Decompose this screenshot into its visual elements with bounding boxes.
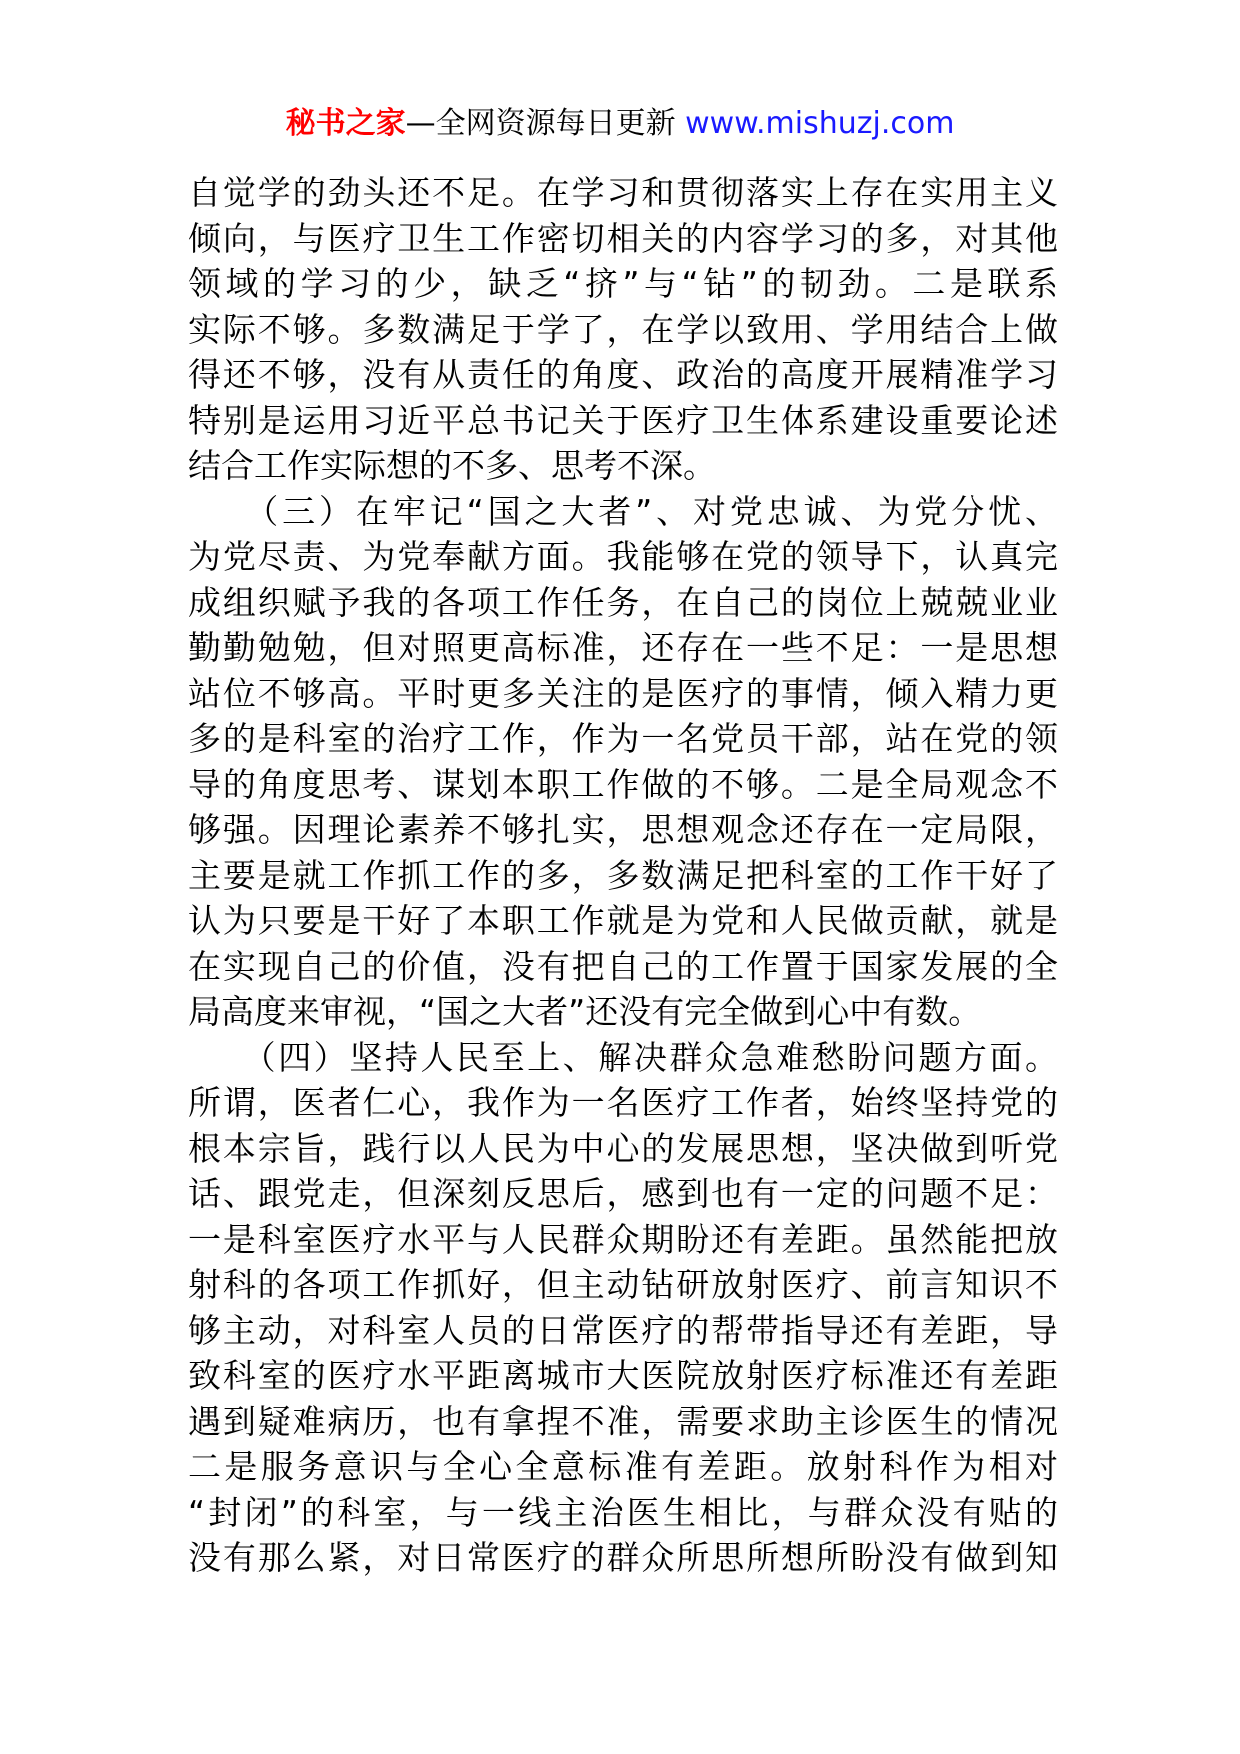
text-line: 自觉学的劲头还不足。在学习和贯彻落实上存在实用主义: [188, 173, 1058, 212]
text-line: 结合工作实际想的不多、思考不深。: [188, 446, 716, 485]
text-line: 特别是运用习近平总书记关于医疗卫生体系建设重要论述: [188, 400, 1058, 440]
text-line: 认为只要是干好了本职工作就是为党和人民做贡献，就是: [188, 901, 1058, 940]
text-line: （四）坚持人民至上、解决群众急难愁盼问题方面。: [188, 1037, 1058, 1077]
text-line: 话、跟党走，但深刻反思后，感到也有一定的问题不足：: [188, 1174, 1058, 1213]
text-line: （三）在牢记“国之大者”、对党忠诚、为党分忧、: [188, 491, 1058, 531]
text-line: 射科的各项工作抓好，但主动钻研放射医疗、前言知识不: [188, 1265, 1058, 1304]
brand-name: 秘书之家: [285, 106, 406, 141]
text-line: 站位不够高。平时更多关注的是医疗的事情，倾入精力更: [188, 673, 1058, 713]
text-line: 实际不够。多数满足于学了，在学以致用、学用结合上做: [188, 309, 1058, 349]
text-line: 够强。因理论素养不够扎实，思想观念还存在一定局限，: [188, 810, 1058, 849]
text-line: 够主动，对科室人员的日常医疗的帮带指导还有差距，导: [188, 1310, 1058, 1350]
site-url[interactable]: www.mishuzj.com: [685, 106, 955, 141]
text-line: 领域的学习的少，缺乏“挤”与“钻”的韧劲。二是联系: [188, 264, 1058, 303]
text-line: 多的是科室的治疗工作，作为一名党员干部，站在党的领: [188, 719, 1058, 758]
text-line: 勤勤勉勉，但对照更高标准，还存在一些不足：一是思想: [188, 628, 1058, 667]
text-line: 在实现自己的价值，没有把自己的工作置于国家发展的全: [188, 946, 1058, 986]
text-line: “封闭”的科室，与一线主治医生相比，与群众没有贴的: [188, 1492, 1058, 1532]
text-line: 遇到疑难病历，也有拿捏不准，需要求助主诊医生的情况: [188, 1401, 1058, 1441]
header-tagline: —全网资源每日更新: [405, 106, 686, 141]
text-line: 没有那么紧，对日常医疗的群众所思所想所盼没有做到知: [188, 1538, 1058, 1577]
text-line: 为党尽责、为党奉献方面。我能够在党的领导下，认真完: [188, 537, 1058, 576]
text-line: 局高度来审视，“国之大者”还没有完全做到心中有数。: [188, 992, 982, 1031]
text-line: 所谓，医者仁心，我作为一名医疗工作者，始终坚持党的: [188, 1083, 1058, 1122]
document-body: [188, 170, 1058, 1581]
text-line: 一是科室医疗水平与人民群众期盼还有差距。虽然能把放: [188, 1219, 1058, 1259]
page-header: [0, 100, 1240, 148]
text-line: 二是服务意识与全心全意标准有差距。放射科作为相对: [188, 1447, 1058, 1486]
text-line: 致科室的医疗水平距离城市大医院放射医疗标准还有差距: [188, 1356, 1058, 1395]
text-line: 得还不够，没有从责任的角度、政治的高度开展精准学习: [188, 355, 1058, 394]
text-line: 根本宗旨，践行以人民为中心的发展思想，坚决做到听党: [188, 1128, 1058, 1168]
text-line: 成组织赋予我的各项工作任务，在自己的岗位上兢兢业业: [188, 582, 1058, 622]
text-line: 主要是就工作抓工作的多，多数满足把科室的工作干好了: [188, 855, 1058, 895]
text-line: 倾向，与医疗卫生工作密切相关的内容学习的多，对其他: [188, 218, 1058, 258]
text-line: 导的角度思考、谋划本职工作做的不够。二是全局观念不: [188, 764, 1058, 804]
